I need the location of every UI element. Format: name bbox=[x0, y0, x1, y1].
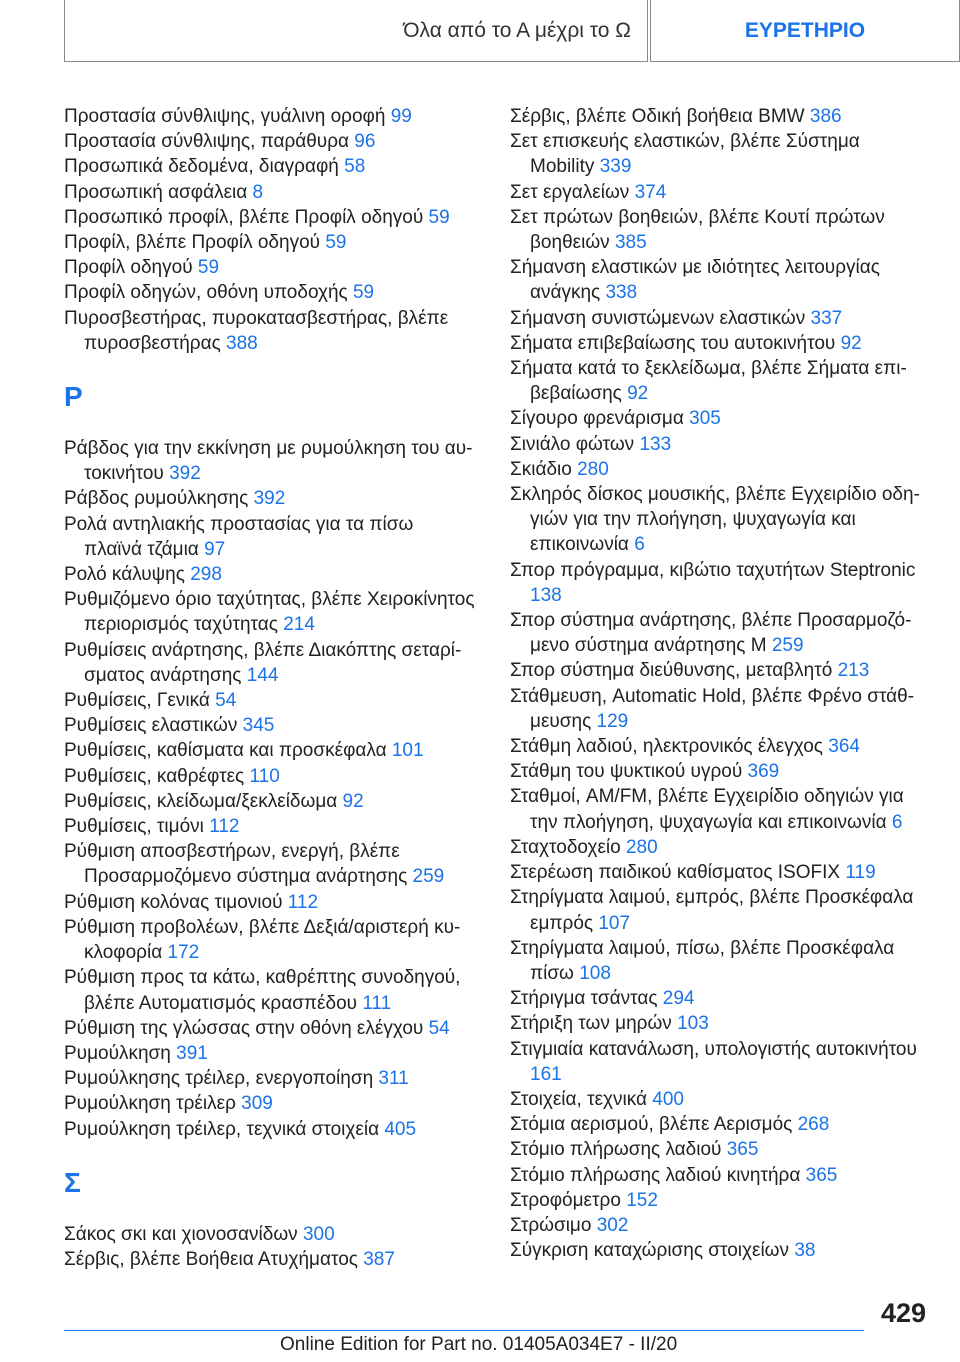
index-entry-text: Ρύθμιση κολόνας τιμονιού bbox=[64, 891, 283, 913]
page-link[interactable]: 391 bbox=[176, 1042, 208, 1064]
index-entry-text: Προσωπική ασφάλεια bbox=[64, 181, 248, 203]
page-link[interactable]: 280 bbox=[625, 836, 658, 858]
header-tabs bbox=[64, 0, 960, 65]
index-entry bbox=[510, 482, 928, 558]
index-entry-text: Ρύθμιση αποσβεστήρων, ενεργή, βλέπε Προσαρμοζόμενο σύστημα ανάρτησης bbox=[64, 841, 408, 888]
index-entry bbox=[64, 587, 476, 637]
index-entry bbox=[510, 784, 928, 834]
index-entry-text: Ρυμούλκησης τρέιλερ, ενεργοποίηση bbox=[64, 1068, 374, 1090]
index-entry-text: Ρυμούλκηση τρέιλερ bbox=[64, 1093, 236, 1115]
index-entry-text: Στόμιο πλήρωσης λαδιού κινητήρα bbox=[510, 1164, 801, 1186]
index-entry-text: Προσωπικό προφίλ, βλέπε Προφίλ οδηγού bbox=[64, 206, 424, 228]
page-link[interactable]: 338 bbox=[605, 282, 638, 304]
index-entry-text: Ρυθμιζόμενο όριο ταχύτητας, βλέπε Χειροκίνητος περιορισμός ταχύτητας bbox=[64, 589, 475, 636]
index-entry-text: Στροφόμετρο bbox=[510, 1189, 621, 1211]
index-entry bbox=[64, 1247, 476, 1272]
index-entry bbox=[510, 1137, 928, 1162]
page-link[interactable]: 129 bbox=[596, 710, 629, 732]
index-entry-text: Ρύθμιση της γλώσσας στην οθόνη ελέγχου bbox=[64, 1017, 424, 1039]
index-entry-text: Ρυθμίσεις ανάρτησης, βλέπε Διακόπτης σεταρίσματος ανάρτησης bbox=[64, 639, 462, 686]
index-entry-text: Στόμια αερισμού, βλέπε Αερισμός bbox=[510, 1114, 793, 1136]
index-entry-text: Ρυθμίσεις, καθρέφτες bbox=[64, 765, 245, 787]
index-entry-text: Σπορ πρόγραμμα, κιβώτιο ταχυτήτων Steptronic bbox=[510, 559, 916, 581]
index-entry bbox=[64, 1117, 476, 1142]
index-entry bbox=[510, 1163, 928, 1188]
index-entry bbox=[64, 890, 476, 915]
index-entry bbox=[64, 154, 476, 179]
index-entry bbox=[510, 1213, 928, 1238]
page-link[interactable]: 268 bbox=[797, 1114, 830, 1136]
page-link[interactable]: 99 bbox=[390, 106, 412, 127]
tab-index[interactable]: ΕΥΡΕΤΗΡΙΟ bbox=[650, 0, 960, 62]
page-link[interactable]: 309 bbox=[241, 1093, 273, 1115]
index-letter-heading: Σ bbox=[64, 1166, 81, 1198]
page-link[interactable]: 365 bbox=[726, 1139, 759, 1161]
index-entry bbox=[510, 205, 928, 255]
index-entry bbox=[510, 457, 928, 482]
page-link[interactable]: 97 bbox=[204, 538, 226, 560]
page-link[interactable]: 59 bbox=[197, 257, 220, 279]
index-entry-text: Στηρίγματα λαιμού, πίσω, βλέπε Προσκέφαλα πίσω bbox=[510, 937, 895, 984]
index-entry bbox=[64, 915, 476, 965]
index-entry-text: Προστασία σύνθλιψης, γυάλινη οροφή bbox=[64, 106, 386, 127]
index-entry-text: Στάθμη λαδιού, ηλεκτρονικός έλεγχος bbox=[510, 736, 823, 758]
index-entry bbox=[510, 1188, 928, 1213]
page-link[interactable]: 298 bbox=[190, 564, 222, 586]
index-entry-text: Στήριξη των μηρών bbox=[510, 1013, 672, 1035]
page-link[interactable]: 214 bbox=[283, 614, 315, 636]
index-entry bbox=[510, 1037, 928, 1087]
index-entry-text: Στρώσιμο bbox=[510, 1214, 592, 1236]
index-entry-text: Σετ πρώτων βοηθειών, βλέπε Κουτί πρώτων βοηθειών bbox=[510, 206, 885, 254]
page-link[interactable]: 400 bbox=[652, 1088, 684, 1110]
index-entry-text: Προφίλ οδηγών, οθόνη υποδοχής bbox=[64, 282, 348, 304]
page-link[interactable]: 337 bbox=[810, 307, 843, 329]
index-entry bbox=[510, 104, 928, 129]
index-entry-text: Σέρβις, βλέπε Βοήθεια Ατυχήματος bbox=[64, 1248, 358, 1270]
index-entry-text: Πυροσβεστήρας, πυροκατασβεστήρας, βλέπε πυροσβεστήρας bbox=[64, 307, 449, 354]
index-entry-text: Στήριγμα τσάντας bbox=[510, 988, 658, 1010]
page-link[interactable]: 54 bbox=[428, 1017, 450, 1039]
page-link[interactable]: 369 bbox=[747, 761, 780, 783]
index-entry-text: Σταθμοί, AM/FM, βλέπε Εγχειρίδιο οδηγιών για την πλοήγηση, ψυχαγωγία και επικοινωνία bbox=[510, 786, 904, 833]
index-entry bbox=[64, 129, 476, 154]
index-entry-text: Σήμανση συνιστώμενων ελαστικών bbox=[510, 307, 806, 329]
index-entry bbox=[510, 255, 928, 305]
index-entry bbox=[64, 839, 476, 889]
page-link[interactable]: 294 bbox=[662, 988, 695, 1010]
page-link[interactable]: 345 bbox=[242, 715, 275, 737]
index-entry-text: Σκιάδιο bbox=[510, 458, 572, 480]
index-entry-text: Σήματα κατά το ξεκλείδωμα, βλέπε Σήματα επιβεβαίωσης bbox=[510, 358, 907, 405]
index-entry bbox=[64, 1091, 476, 1116]
index-entry-text: Στόμιο πλήρωσης λαδιού bbox=[510, 1139, 722, 1161]
index-entry-text: Σπορ σύστημα ανάρτησης, βλέπε Προσαρμοζόμενο σύστημα ανάρτησης M bbox=[510, 610, 912, 657]
index-entry bbox=[510, 684, 928, 734]
index-entry bbox=[64, 255, 476, 280]
index-entry bbox=[510, 558, 928, 608]
page-link[interactable]: 259 bbox=[412, 866, 445, 888]
index-letter-heading: Ρ bbox=[64, 381, 83, 413]
index-entry bbox=[510, 835, 928, 860]
index-entry-text: Ρύθμιση προβολέων, βλέπε Δεξιά/αριστερή κυκλοφορία bbox=[64, 916, 461, 964]
page-link[interactable]: 108 bbox=[579, 962, 611, 984]
index-entry bbox=[64, 814, 476, 839]
index-entry-text: Στάθμη του ψυκτικού υγρού bbox=[510, 761, 743, 783]
index-entry bbox=[64, 562, 476, 587]
page-link[interactable]: 305 bbox=[689, 408, 721, 430]
index-entry-text: Σίγουρο φρενάρισμα bbox=[510, 408, 684, 430]
index-entry bbox=[510, 1238, 928, 1263]
index-entry bbox=[64, 180, 476, 205]
index-entry-text: Σετ εργαλείων bbox=[510, 181, 630, 203]
index-entry-text: Ρυμούλκηση τρέιλερ, τεχνικά στοιχεία bbox=[64, 1118, 380, 1140]
index-entry-text: Ρυθμίσεις, καθίσματα και προσκέφαλα bbox=[64, 740, 387, 762]
index-entry bbox=[510, 129, 928, 179]
index-entry-text: Ράβδος ρυμούλκησης bbox=[64, 488, 249, 510]
index-entry-text: Σινιάλο φώτων bbox=[510, 433, 635, 455]
page-link[interactable]: 339 bbox=[599, 156, 632, 178]
index-entry bbox=[510, 306, 928, 331]
page-link[interactable]: 392 bbox=[253, 488, 286, 510]
page-link[interactable]: 161 bbox=[530, 1063, 562, 1085]
index-entry bbox=[510, 1011, 928, 1036]
index-entry-text: Σταχτοδοχείο bbox=[510, 836, 621, 858]
index-entry bbox=[510, 432, 928, 457]
page-link[interactable]: 92 bbox=[342, 790, 364, 812]
index-entry bbox=[510, 759, 928, 784]
page-link[interactable]: 6 bbox=[891, 811, 903, 833]
page-link[interactable]: 92 bbox=[840, 332, 862, 354]
index-entry bbox=[510, 860, 928, 885]
page-link[interactable]: 311 bbox=[378, 1068, 409, 1090]
index-entry-text: Ρολό κάλυψης bbox=[64, 564, 185, 586]
index-entry bbox=[510, 734, 928, 759]
page-link[interactable]: 365 bbox=[805, 1164, 838, 1186]
page-link[interactable]: 59 bbox=[428, 206, 450, 228]
index-entry-text: Σπορ σύστημα διεύθυνσης, μεταβλητό bbox=[510, 660, 833, 682]
index-entry-text: Σάκος σκι και χιονοσανίδων bbox=[64, 1223, 298, 1245]
index-entry bbox=[64, 306, 476, 356]
index-entry-text: Στηρίγματα λαιμού, εμπρός, βλέπε Προσκέφαλα εμπρός bbox=[510, 887, 914, 934]
index-entry bbox=[64, 230, 476, 255]
index-entry-text: Προστασία σύνθλιψης, παράθυρα bbox=[64, 131, 349, 153]
page-link[interactable]: 92 bbox=[627, 383, 649, 405]
index-entry bbox=[510, 936, 928, 986]
index-entry bbox=[64, 713, 476, 738]
page-link[interactable]: 96 bbox=[354, 131, 376, 153]
index-entry bbox=[510, 1087, 928, 1112]
footer-divider bbox=[64, 1330, 864, 1331]
index-entry bbox=[64, 205, 476, 230]
page-link[interactable]: 112 bbox=[209, 816, 240, 838]
index-entry-text: Ρολά αντηλιακής προστασίας για τα πίσω πλαϊνά τζάμια bbox=[64, 513, 414, 560]
page-link[interactable]: 107 bbox=[598, 912, 631, 934]
index-entry-text: Στοιχεία, τεχνικά bbox=[510, 1088, 647, 1110]
index-entry bbox=[64, 486, 476, 511]
page-link[interactable]: 119 bbox=[845, 862, 876, 884]
index-entry bbox=[64, 280, 476, 305]
index-entry bbox=[510, 608, 928, 658]
page-link[interactable]: 385 bbox=[614, 232, 647, 254]
index-entry-text: Ρυθμίσεις, Γενικά bbox=[64, 690, 210, 712]
page-link[interactable]: 374 bbox=[634, 181, 667, 203]
index-entry bbox=[64, 1222, 476, 1247]
index-entry bbox=[510, 658, 928, 683]
index-entry bbox=[64, 1016, 476, 1041]
page-link[interactable]: 405 bbox=[384, 1118, 417, 1140]
page-link[interactable]: 110 bbox=[249, 765, 280, 787]
index-entry bbox=[64, 512, 476, 562]
index-entry bbox=[64, 638, 476, 688]
index-entry bbox=[64, 436, 476, 486]
index-entry-text: Σήματα επιβεβαίωσης του αυτοκινήτου bbox=[510, 332, 836, 354]
page-link[interactable]: 8 bbox=[252, 181, 264, 203]
index-entry bbox=[510, 356, 928, 406]
index-entry bbox=[510, 331, 928, 356]
footer-edition: Online Edition for Part no. 01405A034E7 - II/20 bbox=[280, 1334, 678, 1355]
index-entry-text: Ρυμούλκηση bbox=[64, 1042, 171, 1064]
index-entry bbox=[510, 406, 928, 431]
index-entry-text: Προφίλ οδηγού bbox=[64, 257, 193, 279]
page-link[interactable]: 59 bbox=[325, 232, 347, 254]
index-entry-text: Ρυθμίσεις ελαστικών bbox=[64, 715, 238, 737]
page-link[interactable]: 133 bbox=[639, 433, 672, 455]
page-link[interactable]: 144 bbox=[246, 664, 279, 686]
page-link[interactable]: 387 bbox=[363, 1248, 395, 1270]
page-link[interactable]: 392 bbox=[169, 463, 201, 485]
index-entry-text: Σήμανση ελαστικών με ιδιότητες λειτουργίας ανάγκης bbox=[510, 257, 880, 304]
page-link[interactable]: 103 bbox=[677, 1013, 709, 1035]
page-link[interactable]: 138 bbox=[530, 584, 562, 606]
page-link[interactable]: 388 bbox=[226, 332, 258, 354]
index-entry bbox=[64, 1041, 476, 1066]
index-entry bbox=[64, 1066, 476, 1091]
index-entry-text: Σέρβις, βλέπε Οδική βοήθεια BMW bbox=[510, 106, 805, 127]
page-link[interactable]: 280 bbox=[577, 458, 609, 480]
index-entry-text: Στερέωση παιδικού καθίσματος ISOFIX bbox=[510, 862, 841, 884]
index-entry-text: Ράβδος για την εκκίνηση με ρυμούλκηση του αυτοκινήτου bbox=[64, 438, 473, 485]
index-entry bbox=[510, 1112, 928, 1137]
index-entry bbox=[510, 885, 928, 935]
index-entry bbox=[64, 688, 476, 713]
page-link[interactable]: 112 bbox=[287, 891, 319, 913]
page-link[interactable]: 172 bbox=[167, 942, 200, 964]
index-entry-text: Προφίλ, βλέπε Προφίλ οδηγού bbox=[64, 232, 321, 254]
index-entry bbox=[64, 738, 476, 763]
index-entry-text: Σύγκριση καταχώρισης στοιχείων bbox=[510, 1240, 790, 1262]
page-link[interactable]: 111 bbox=[362, 992, 392, 1014]
index-entry bbox=[64, 965, 476, 1015]
page-link[interactable]: 364 bbox=[828, 736, 860, 758]
index-entry-text: Σκληρός δίσκος μουσικής, βλέπε Εγχειρίδιο οδηγιών για την πλοήγηση, ψυχαγωγία και επικοινωνία bbox=[510, 484, 920, 556]
page-link[interactable]: 386 bbox=[809, 106, 842, 127]
page-number: 429 bbox=[880, 1298, 926, 1328]
page-link[interactable]: 302 bbox=[596, 1214, 629, 1236]
index-entry bbox=[64, 789, 476, 814]
index-column-left bbox=[64, 104, 476, 1272]
page-link[interactable]: 54 bbox=[215, 690, 237, 712]
page-link[interactable]: 59 bbox=[352, 282, 375, 304]
index-entry bbox=[64, 764, 476, 789]
page-link[interactable]: 300 bbox=[302, 1223, 335, 1245]
tab-a-to-z[interactable]: Όλα από το Α μέχρι το Ω bbox=[64, 0, 648, 62]
page-link[interactable]: 259 bbox=[771, 635, 804, 657]
index-entry-text: Στάθμευση, Automatic Hold, βλέπε Φρένο στάθμευσης bbox=[510, 685, 915, 732]
index-entry-text: Ρυθμίσεις, κλείδωμα/ξεκλείδωμα bbox=[64, 790, 338, 812]
index-entry-text: Σετ επισκευής ελαστικών, βλέπε Σύστημα Mobility bbox=[510, 131, 860, 178]
page-link[interactable]: 152 bbox=[626, 1189, 658, 1211]
index-column-right bbox=[510, 104, 928, 1263]
page-link[interactable]: 38 bbox=[794, 1240, 816, 1262]
index-entry bbox=[510, 986, 928, 1011]
page-link[interactable]: 101 bbox=[391, 740, 424, 762]
page-link[interactable]: 213 bbox=[837, 660, 870, 682]
index-entry bbox=[510, 180, 928, 205]
index-entry-text: Προσωπικά δεδομένα, διαγραφή bbox=[64, 156, 339, 178]
page-link[interactable]: 6 bbox=[634, 534, 645, 556]
index-entry bbox=[64, 104, 476, 129]
index-entry-text: Ρύθμιση προς τα κάτω, καθρέπτης συνοδηγού, βλέπε Αυτοματισμός κρασπέδου bbox=[64, 967, 461, 1014]
page-link[interactable]: 58 bbox=[344, 156, 366, 178]
index-entry-text: Στιγμιαία κατανάλωση, υπολογιστής αυτοκινήτου bbox=[510, 1038, 917, 1060]
index-entry-text: Ρυθμίσεις, τιμόνι bbox=[64, 816, 204, 838]
